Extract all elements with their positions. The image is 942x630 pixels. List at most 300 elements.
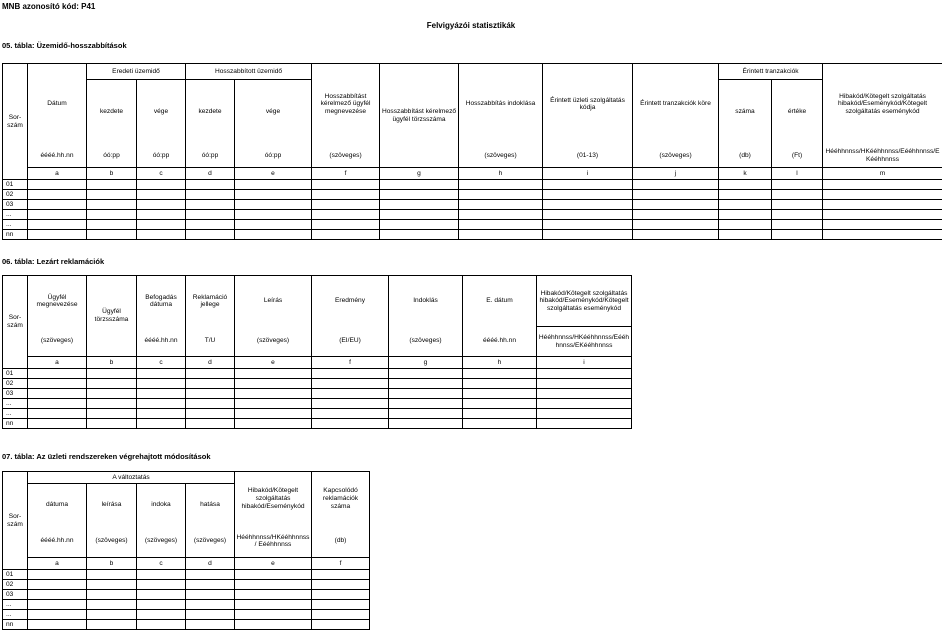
table06-cell	[137, 419, 186, 429]
table05-cell	[633, 180, 719, 190]
table05-cell	[719, 230, 772, 240]
table05-row-label: 03	[3, 200, 28, 210]
table06-letter-f: f	[312, 357, 389, 369]
table05-letter-g: g	[380, 168, 459, 180]
table05-cell	[459, 190, 543, 200]
table05-cell	[633, 230, 719, 240]
table07-col-d: hatása	[186, 484, 235, 526]
table07-cell	[312, 620, 370, 630]
table05-cell	[312, 190, 380, 200]
table05-letter-d: d	[186, 168, 235, 180]
table05-cell	[186, 180, 235, 190]
table05-cell	[633, 190, 719, 200]
table05-letter-m: m	[823, 168, 942, 180]
table05-cell	[719, 200, 772, 210]
table05-cell	[28, 190, 87, 200]
table05-cell	[235, 210, 312, 220]
table06-cell	[87, 409, 137, 419]
table07-cell	[137, 590, 186, 600]
table05-cell	[823, 200, 942, 210]
table05-cell	[823, 230, 942, 240]
table05-cell	[235, 180, 312, 190]
table-row	[3, 210, 942, 220]
table06-cell	[87, 419, 137, 429]
table06-cell	[312, 399, 389, 409]
table05-group-hosszabbitott: Hosszabbított üzemidő	[186, 64, 312, 80]
table05-cell	[719, 210, 772, 220]
table07-cell	[235, 610, 312, 620]
table06-cell	[186, 389, 235, 399]
table07-cell	[137, 600, 186, 610]
table07-col-b: leírása	[87, 484, 137, 526]
document-title: Felvigyázói statisztikák	[0, 21, 942, 30]
table-row	[3, 580, 370, 590]
table06-cell	[137, 389, 186, 399]
table07-format-f: (db)	[312, 526, 370, 558]
table05-letter-e: e	[235, 168, 312, 180]
table05-sorszam-header: Sor-szám	[3, 64, 28, 180]
table05-format-j: (szöveges)	[633, 145, 719, 168]
table05-format-f: (szöveges)	[312, 145, 380, 168]
table05-cell	[87, 190, 137, 200]
table05-row-label: nn	[3, 230, 28, 240]
table07-cell	[186, 610, 235, 620]
table07-cell	[186, 580, 235, 590]
table06-title: 06. tábla: Lezárt reklamációk	[2, 257, 104, 266]
table05-cell	[459, 200, 543, 210]
table07-letter-e: e	[235, 558, 312, 570]
table05-cell	[186, 220, 235, 230]
table07-cell	[87, 590, 137, 600]
table05-cell	[543, 200, 633, 210]
table05-format-h: (szöveges)	[459, 145, 543, 168]
table07-cell	[235, 570, 312, 580]
table06-cell	[389, 389, 463, 399]
table07-cell	[186, 600, 235, 610]
table05-row-label: ...	[3, 220, 28, 230]
table06-cell	[186, 369, 235, 379]
table07-letter-f: f	[312, 558, 370, 570]
table06-row-label: 02	[3, 379, 28, 389]
table05-format-b: óó:pp	[87, 145, 137, 168]
table07-row-label: ...	[3, 610, 28, 620]
table06-format-c: éééé.hh.nn	[137, 327, 186, 357]
table06-cell	[312, 419, 389, 429]
table05-cell	[186, 230, 235, 240]
table05-cell	[772, 230, 823, 240]
table07-cell	[87, 580, 137, 590]
table-row	[3, 419, 632, 429]
table07-cell	[235, 590, 312, 600]
table-row	[3, 369, 632, 379]
table06-cell	[28, 409, 87, 419]
table06-format-f: (EI/EU)	[312, 327, 389, 357]
table06-cell	[137, 369, 186, 379]
table07-cell	[137, 610, 186, 620]
table06-row-label: ...	[3, 399, 28, 409]
table07-format-c: (szöveges)	[137, 526, 186, 558]
table06-col-h: E. dátum	[463, 276, 537, 327]
table07-cell	[235, 600, 312, 610]
table-row	[3, 600, 370, 610]
table07-row-label: 02	[3, 580, 28, 590]
table06-row-label: 03	[3, 389, 28, 399]
table05-cell	[633, 210, 719, 220]
table05-cell	[87, 180, 137, 190]
table05-cell	[719, 220, 772, 230]
table06-letter-b: b	[87, 357, 137, 369]
table05-format-m: Hééhhnnss/HKééhhnnss/Eééhhnnss/EKééhhnnss	[823, 145, 942, 168]
table05-letter-k: k	[719, 168, 772, 180]
table05-row-label: 01	[3, 180, 28, 190]
table05-cell	[772, 190, 823, 200]
table06	[2, 275, 632, 429]
table-row	[3, 409, 632, 419]
table07-group-valtoztatas: A változtatás	[28, 472, 235, 484]
table07-cell	[28, 600, 87, 610]
table05-cell	[543, 230, 633, 240]
table07-letter-b: b	[87, 558, 137, 570]
table05-col-m: Hibakód/Kötegelt szolgáltatás hibakód/Eseménykód/Kötegelt szolgáltatás eseménykód	[823, 64, 942, 145]
table05-cell	[312, 220, 380, 230]
table05-col-k: száma	[719, 80, 772, 145]
table07-cell	[137, 570, 186, 580]
table07-cell	[312, 600, 370, 610]
table-row	[3, 190, 942, 200]
table05-title: 05. tábla: Üzemidő-hosszabbítások	[2, 41, 127, 50]
table05-cell	[28, 230, 87, 240]
table05-format-l: (Ft)	[772, 145, 823, 168]
table06-cell	[235, 369, 312, 379]
table05-cell	[312, 180, 380, 190]
table06-cell	[389, 409, 463, 419]
table05-format-a: éééé.hh.nn	[28, 145, 87, 168]
table05-cell	[380, 190, 459, 200]
table-row	[3, 610, 370, 620]
table06-cell	[463, 379, 537, 389]
table05-col-f: Hosszabbítást kérelmező ügyfél megnevezése	[312, 64, 380, 145]
table05-cell	[459, 230, 543, 240]
table07-col-e: Hibakód/Kötegelt szolgáltatás hibakód/Eseménykód	[235, 472, 312, 526]
table05-cell	[380, 230, 459, 240]
table06-cell	[537, 379, 632, 389]
table05-format-e: óó:pp	[235, 145, 312, 168]
table07-cell	[87, 610, 137, 620]
table07-cell	[312, 570, 370, 580]
table05-cell	[633, 220, 719, 230]
table05-cell	[380, 180, 459, 190]
table06-cell	[28, 399, 87, 409]
table05-cell	[772, 200, 823, 210]
table07-row-label: ...	[3, 600, 28, 610]
table05-row-label: 02	[3, 190, 28, 200]
mnb-code: MNB azonosító kód: P41	[2, 2, 95, 11]
table06-cell	[463, 419, 537, 429]
table05-cell	[235, 200, 312, 210]
table05-cell	[380, 200, 459, 210]
table05-cell	[312, 230, 380, 240]
table07-cell	[186, 620, 235, 630]
table05-cell	[772, 210, 823, 220]
table05-cell	[235, 220, 312, 230]
table05	[2, 63, 942, 240]
table06-letter-e: e	[235, 357, 312, 369]
table07-sorszam-header: Sor-szám	[3, 472, 28, 570]
table05-cell	[543, 220, 633, 230]
table05-cell	[137, 190, 186, 200]
table05-cell	[137, 210, 186, 220]
table07-cell	[87, 620, 137, 630]
table07-cell	[28, 610, 87, 620]
table06-format-a: (szöveges)	[28, 327, 87, 357]
table05-format-d: óó:pp	[186, 145, 235, 168]
table05-format-k: (db)	[719, 145, 772, 168]
table05-cell	[137, 200, 186, 210]
table05-cell	[719, 190, 772, 200]
table06-cell	[389, 379, 463, 389]
table06-cell	[186, 409, 235, 419]
table07-letter-a: a	[28, 558, 87, 570]
table06-cell	[312, 379, 389, 389]
table05-cell	[719, 180, 772, 190]
table06-row-label: nn	[3, 419, 28, 429]
table05-cell	[380, 210, 459, 220]
table05-cell	[87, 200, 137, 210]
table-row	[3, 379, 632, 389]
table06-cell	[87, 389, 137, 399]
table05-cell	[28, 180, 87, 190]
table07-cell	[137, 620, 186, 630]
table06-cell	[537, 389, 632, 399]
table05-cell	[235, 190, 312, 200]
table05-cell	[87, 220, 137, 230]
table07-letter-d: d	[186, 558, 235, 570]
table06-cell	[235, 409, 312, 419]
table06-cell	[463, 409, 537, 419]
table06-cell	[389, 419, 463, 429]
table07-cell	[312, 610, 370, 620]
table07-cell	[137, 580, 186, 590]
table07-cell	[28, 570, 87, 580]
table07-col-c: indoka	[137, 484, 186, 526]
table05-letter-c: c	[137, 168, 186, 180]
table05-letter-f: f	[312, 168, 380, 180]
table06-letter-g: g	[389, 357, 463, 369]
table06-cell	[235, 379, 312, 389]
table05-cell	[543, 210, 633, 220]
table05-cell	[823, 210, 942, 220]
table07-cell	[28, 620, 87, 630]
table07-row-label: 03	[3, 590, 28, 600]
table06-cell	[537, 419, 632, 429]
table06-cell	[137, 399, 186, 409]
table07-format-d: (szöveges)	[186, 526, 235, 558]
table06-cell	[312, 389, 389, 399]
table05-cell	[823, 220, 942, 230]
table05-cell	[186, 190, 235, 200]
table-row	[3, 200, 942, 210]
table05-col-kezdete: kezdete	[87, 80, 137, 145]
table06-letter-a: a	[28, 357, 87, 369]
table05-cell	[633, 200, 719, 210]
table07-format-b: (szöveges)	[87, 526, 137, 558]
table07-cell	[186, 570, 235, 580]
table06-cell	[235, 399, 312, 409]
table05-letter-l: l	[772, 168, 823, 180]
table06-cell	[87, 379, 137, 389]
table05-cell	[380, 220, 459, 230]
table05-cell	[823, 190, 942, 200]
table05-cell	[137, 220, 186, 230]
table05-col-kezdete2: kezdete	[186, 80, 235, 145]
table05-cell	[28, 200, 87, 210]
table-row	[3, 620, 370, 630]
table06-cell	[389, 399, 463, 409]
table07-row-label: nn	[3, 620, 28, 630]
table-row	[3, 389, 632, 399]
table06-cell	[235, 389, 312, 399]
table06-col-c: Befogadás dátuma	[137, 276, 186, 327]
table05-cell	[772, 220, 823, 230]
table-row	[3, 220, 942, 230]
table07-letter-c: c	[137, 558, 186, 570]
table06-cell	[312, 369, 389, 379]
table05-cell	[137, 180, 186, 190]
table07-cell	[28, 580, 87, 590]
table05-format-c: óó:pp	[137, 145, 186, 168]
table06-cell	[28, 379, 87, 389]
table05-col-vege: vége	[137, 80, 186, 145]
table05-cell	[823, 180, 942, 190]
table06-cell	[87, 369, 137, 379]
table-row	[3, 180, 942, 190]
table-row	[3, 399, 632, 409]
table07-cell	[186, 590, 235, 600]
table06-cell	[186, 419, 235, 429]
table05-cell	[87, 210, 137, 220]
table05-cell	[137, 230, 186, 240]
table05-col-i: Érintett üzleti szolgáltatás kódja	[543, 64, 633, 145]
table05-cell	[87, 230, 137, 240]
table05-cell	[459, 220, 543, 230]
table06-col-e: Leírás	[235, 276, 312, 327]
table05-cell	[543, 190, 633, 200]
table07-cell	[235, 580, 312, 590]
table05-letter-a: a	[28, 168, 87, 180]
table07-cell	[312, 590, 370, 600]
table05-letter-j: j	[633, 168, 719, 180]
table06-cell	[137, 379, 186, 389]
table07-format-e: Hééhhnnss/HKééhhnnss/ Eééhhnnss	[235, 526, 312, 558]
table06-cell	[463, 389, 537, 399]
table06-row-label: ...	[3, 409, 28, 419]
table06-letter-i: i	[537, 357, 632, 369]
table06-cell	[137, 409, 186, 419]
table06-cell	[537, 399, 632, 409]
table06-cell	[463, 369, 537, 379]
table06-cell	[312, 409, 389, 419]
table06-format-i: Hééhhnnss/HKééhhnnss/Eééhhnnss/EKééhhnnss	[537, 327, 632, 357]
table07-format-a: éééé.hh.nn	[28, 526, 87, 558]
table07-cell	[28, 590, 87, 600]
table07-cell	[87, 570, 137, 580]
table05-letter-b: b	[87, 168, 137, 180]
table05-col-vege2: vége	[235, 80, 312, 145]
table05-cell	[312, 200, 380, 210]
table07-cell	[312, 580, 370, 590]
table05-col-g: Hosszabbítást kérelmező ügyfél törzsszáma	[380, 64, 459, 168]
table07-title: 07. tábla: Az üzleti rendszereken végrehajtott módosítások	[2, 452, 211, 461]
table06-cell	[186, 379, 235, 389]
table-row	[3, 230, 942, 240]
table05-col-h: Hosszabbítás indoklása	[459, 64, 543, 145]
table05-letter-i: i	[543, 168, 633, 180]
table07-col-a: dátuma	[28, 484, 87, 526]
table06-cell	[389, 369, 463, 379]
table-row	[3, 570, 370, 580]
table06-cell	[186, 399, 235, 409]
table06-col-f: Eredmény	[312, 276, 389, 327]
table05-col-datum: Dátum	[28, 64, 87, 145]
table06-col-d: Reklamáció jellege	[186, 276, 235, 327]
table06-format-e: (szöveges)	[235, 327, 312, 357]
table07-row-label: 01	[3, 570, 28, 580]
table05-cell	[186, 210, 235, 220]
table05-group-eredeti: Eredeti üzemidő	[87, 64, 186, 80]
table05-cell	[543, 180, 633, 190]
table-row	[3, 590, 370, 600]
table06-format-g: (szöveges)	[389, 327, 463, 357]
table06-format-d: T/U	[186, 327, 235, 357]
table06-cell	[537, 369, 632, 379]
table06-col-i: Hibakód/Kötegelt szolgáltatás hibakód/Eseménykód/Kötegelt szolgáltatás eseménykód	[537, 276, 632, 327]
table05-cell	[312, 210, 380, 220]
table05-cell	[28, 220, 87, 230]
table06-sorszam-header: Sor-szám	[3, 276, 28, 369]
table05-col-l: értéke	[772, 80, 823, 145]
table05-cell	[459, 180, 543, 190]
table06-col-g: Indoklás	[389, 276, 463, 327]
table05-cell	[186, 200, 235, 210]
table06-letter-c: c	[137, 357, 186, 369]
table06-row-label: 01	[3, 369, 28, 379]
table06-cell	[87, 399, 137, 409]
table07	[2, 471, 370, 630]
table06-cell	[235, 419, 312, 429]
table06-cell	[463, 399, 537, 409]
table05-format-i: (01-13)	[543, 145, 633, 168]
table05-cell	[459, 210, 543, 220]
table05-cell	[772, 180, 823, 190]
table06-col-b: Ügyfél törzsszáma	[87, 276, 137, 357]
table05-col-j: Érintett tranzakciók köre	[633, 64, 719, 145]
table06-letter-d: d	[186, 357, 235, 369]
table05-cell	[28, 210, 87, 220]
table06-cell	[28, 369, 87, 379]
table06-format-h: éééé.hh.nn	[463, 327, 537, 357]
table05-row-label: ...	[3, 210, 28, 220]
table05-cell	[235, 230, 312, 240]
table07-col-f: Kapcsolódó reklamációk száma	[312, 472, 370, 526]
table06-letter-h: h	[463, 357, 537, 369]
table07-cell	[87, 600, 137, 610]
table06-cell	[28, 389, 87, 399]
table06-cell	[28, 419, 87, 429]
table05-letter-h: h	[459, 168, 543, 180]
table07-cell	[235, 620, 312, 630]
table06-cell	[537, 409, 632, 419]
table05-group-erintett: Érintett tranzakciók	[719, 64, 823, 80]
